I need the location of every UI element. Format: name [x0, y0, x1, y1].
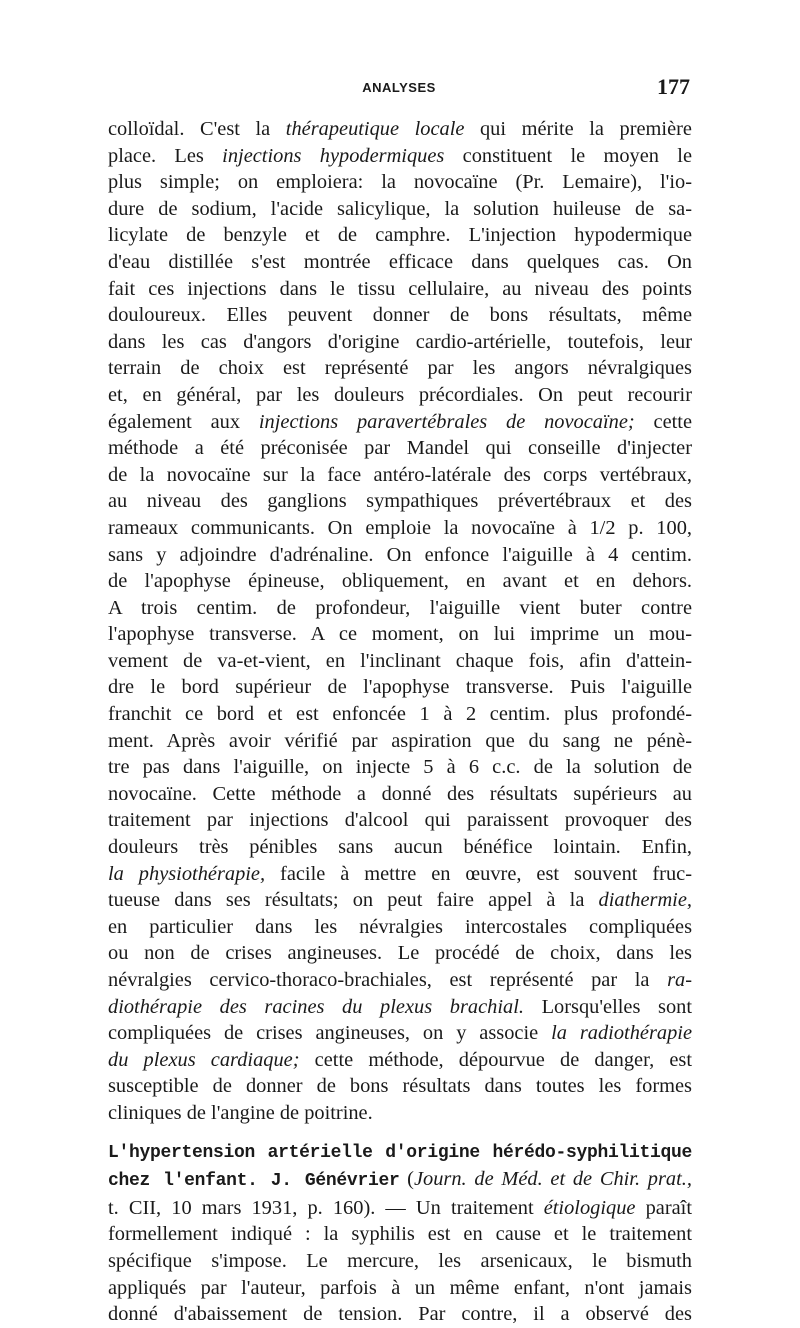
etiologic-term: étiologique	[543, 1196, 636, 1219]
article-title: L'hypertension artérielle d'origine hérédo-syphilitique	[108, 1142, 692, 1163]
text-line: tre pas dans l'aiguille, on injecte 5 à 6 c.c. de la solution de	[108, 756, 692, 779]
text-line: tueuse dans ses résultats; on peut faire appel à la diathermie,	[108, 889, 692, 912]
italic-phrase: injections hypodermiques	[222, 144, 445, 167]
text-line: l'apophyse transverse. A ce moment, on lui imprime un mou-	[108, 623, 692, 646]
text-line: cliniques de l'angine de poitrine.	[108, 1101, 373, 1124]
italic-phrase: du plexus cardiaque;	[108, 1048, 300, 1071]
paragraph-therapy	[108, 116, 692, 1127]
italic-phrase: diothérapie des racines du plexus brachial.	[108, 995, 524, 1018]
text-line: diothérapie des racines du plexus brachial. Lorsqu'elles sont	[108, 995, 692, 1018]
text-line: ment. Après avoir vérifié par aspiration que du sang ne pénè-	[108, 729, 692, 752]
article-ref-line	[108, 1195, 692, 1222]
italic-phrase: ra-	[667, 969, 692, 991]
text-line: compliquées de crises angineuses, on y associe la radiothérapie	[108, 1022, 692, 1045]
text-line: névralgies cervico-thoraco-brachiales, est représenté par la ra-	[108, 969, 692, 991]
citation-end: paraît	[635, 1196, 692, 1219]
running-title: ANALYSES	[362, 80, 436, 95]
text-line: d'eau distillée s'est montrée efficace dans quelques cas. On	[108, 250, 692, 273]
text-line: douloureux. Elles peuvent donner de bons résultats, même	[108, 304, 692, 327]
text-line: en particulier dans les névralgies intercostales compliquées	[108, 915, 692, 938]
text-line: de l'apophyse épineuse, obliquement, en avant et en dehors.	[108, 570, 692, 593]
text-line: A trois centim. de profondeur, l'aiguille vient buter contre	[108, 596, 692, 619]
page-number: 177	[657, 74, 690, 99]
text-line: dans les cas d'angors d'origine cardio-artérielle, toutefois, leur	[108, 330, 692, 353]
citation-ref: t. CII, 10 mars 1931, p. 160). — Un traitement	[108, 1196, 544, 1219]
text-line: susceptible de donner de bons résultats dans toutes les formes	[108, 1075, 692, 1098]
text-line: douleurs très pénibles sans aucun bénéfice lointain. Enfin,	[108, 836, 692, 859]
text-line: la physiothérapie, facile à mettre en œuvre, est souvent fruc-	[108, 862, 692, 885]
italic-phrase: thérapeutique locale	[285, 118, 465, 140]
italic-phrase: la radiothérapie	[551, 1022, 692, 1045]
running-header	[108, 74, 690, 104]
text-line: colloïdal. C'est la thérapeutique locale qui mérite la première	[108, 118, 692, 140]
text-line: franchit ce bord et est enfoncée 1 à 2 centim. plus profondé-	[108, 703, 692, 726]
text-line: vement de va-et-vient, en l'inclinant chaque fois, afin d'attein-	[108, 649, 692, 672]
text-line: terrain de choix est représenté par les angors névralgiques	[108, 357, 692, 380]
article-citation-line	[108, 1166, 692, 1195]
article-text	[108, 1221, 692, 1327]
text-line: dure de sodium, l'acide salicylique, la solution huileuse de sa-	[108, 197, 692, 220]
body-text	[108, 116, 692, 1328]
journal-name: Journ. de Méd. et de Chir. prat.,	[413, 1168, 692, 1191]
text-line: de la novocaïne sur la face antéro-latérale des corps vertébraux,	[108, 463, 692, 486]
italic-phrase: injections paravertébrales de novocaïne;	[258, 410, 635, 433]
text-line: ou non de crises angineuses. Le procédé de choix, dans les	[108, 942, 692, 965]
text-line: place. Les injections hypodermiques constituent le moyen le	[108, 144, 693, 167]
italic-phrase: diathermie,	[598, 889, 692, 912]
text-line: également aux injections paravertébrales de novocaïne; cette	[108, 410, 693, 433]
citation-paren: (	[399, 1168, 414, 1191]
text-line: au niveau des ganglions sympathiques prévertébraux et des	[108, 490, 692, 513]
text-line: du plexus cardiaque; cette méthode, dépourvue de danger, est	[108, 1048, 692, 1071]
text-line: novocaïne. Cette méthode a donné des résultats supérieurs au	[108, 782, 692, 805]
text-line: dre le bord supérieur de l'apophyse transverse. Puis l'aiguille	[108, 676, 692, 699]
article-author: chez l'enfant. J. Génévrier	[108, 1171, 400, 1192]
text-line: donné d'abaissement de tension. Par contre, il a observé des	[108, 1303, 692, 1326]
text-line: licylate de benzyle et de camphre. L'injection hypodermique	[108, 224, 692, 247]
text-line: et, en général, par les douleurs précordiales. On peut recourir	[108, 383, 692, 406]
italic-phrase: la physiothérapie,	[108, 862, 266, 885]
text-line: plus simple; on emploiera: la novocaïne (Pr. Lemaire), l'io-	[108, 171, 692, 194]
text-line: formellement indiqué : la syphilis est en cause et le traitement	[108, 1223, 692, 1246]
text-line: traitement par injections d'alcool qui paraissent provoquer des	[108, 809, 692, 832]
text-line: sans y adjoindre d'adrénaline. On enfonce l'aiguille à 4 centim.	[108, 543, 692, 566]
text-line: spécifique s'impose. Le mercure, les arsenicaux, le bismuth	[108, 1249, 692, 1272]
text-line: appliqués par l'auteur, parfois à un même enfant, n'ont jamais	[108, 1276, 692, 1299]
article-abstract	[108, 1138, 692, 1328]
text-line: rameaux communicants. On emploie la novocaïne à 1/2 p. 100,	[108, 516, 692, 539]
text-line: fait ces injections dans le tissu cellulaire, au niveau des points	[108, 277, 692, 300]
article-heading-line	[108, 1138, 692, 1167]
text-line: méthode a été préconisée par Mandel qui conseille d'injecter	[108, 437, 692, 460]
